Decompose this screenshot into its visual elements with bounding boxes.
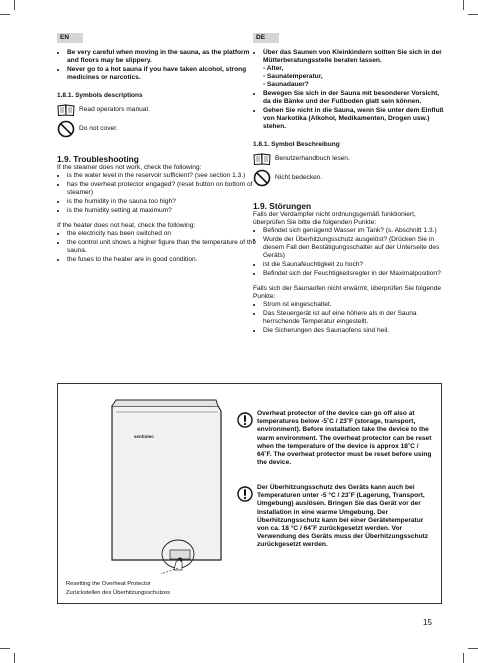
german-column xyxy=(253,33,445,336)
crop-mark xyxy=(14,653,15,663)
list-item: • Befindet sich genügend Wasser im Tank? (s. Abschnitt 1.3.) xyxy=(263,227,445,235)
list-item: • is the water level in the reservoir sufficient? (see section 1.3.) xyxy=(67,172,257,180)
list-item: • ist die Saunafeuchtigkeit zu hoch? xyxy=(263,261,445,269)
safety-list-en xyxy=(57,49,257,82)
crop-mark xyxy=(468,14,478,15)
symbol-row-cover-en xyxy=(57,120,257,138)
list-item: • Das Steuergerät ist auf eine höhere als in der Sauna herrschende Temperatur eingestellt. xyxy=(263,310,445,326)
symbol-row-manual-de xyxy=(253,153,445,165)
book-icon xyxy=(253,153,271,165)
troubleshooting-heading-de: 1.9. Störungen xyxy=(253,201,312,211)
list-item: • Gehen Sie nicht in die Sauna, wenn Sie unter dem Einfluß von Narkotika (Alkohol, Medikamenten, Drogen usw.) stehen. xyxy=(263,107,445,131)
list-item: • Die Sicherungen des Saunaofens sind heil. xyxy=(263,327,445,335)
symbol-label: Benutzerhandbuch lesen. xyxy=(275,155,350,162)
crop-mark xyxy=(468,648,478,649)
crop-mark xyxy=(0,14,10,15)
troubleshooting-heading-en: 1.9. Troubleshooting xyxy=(57,154,139,164)
heater-checks-en xyxy=(57,230,257,264)
list-item: • has the overheat protector engaged? (reset button on bottom of steamer) xyxy=(67,181,257,197)
warning-block-de xyxy=(239,484,434,550)
list-item: • Über das Saunen von Kleinkindern sollten Sie sich in der Mütterberatungsstelle beraten lassen. - Alter, - Saunatemperatur, - Saunadauer? xyxy=(263,49,445,89)
safety-list-de xyxy=(253,49,445,131)
steamer-checks-en xyxy=(57,172,257,215)
crop-mark xyxy=(0,648,10,649)
overheat-protector-figure xyxy=(57,383,442,604)
crop-mark xyxy=(463,0,464,10)
figure-caption xyxy=(66,580,170,598)
list-item: • the fuses to the heater are in good condition. xyxy=(67,256,257,264)
book-icon xyxy=(57,104,75,116)
list-item: • Wurde der Überhitzungsschutz ausgelöst? (Drücken Sie in diesem Fall den Bestätigungsschalter auf der Unterseite des Geräts) xyxy=(263,236,445,260)
crop-mark xyxy=(14,0,15,10)
warning-text-en: Overheat protector of the device can go off also at temperatures below -5˚C / 23˚F (storage, transport, environment). Before installation take the device to the warm environment. The overheat protector can be reset when the temperature of the device is approx 18˚C / 64˚F. The overheat protector must be reset before using the device. xyxy=(257,410,432,467)
symbols-heading-en: 1.8.1. Symbols descriptions xyxy=(57,92,143,99)
list-item: • is the humidity setting at maximum? xyxy=(67,207,257,215)
heater-intro-de: Falls sich der Saunaofen nicht erwärmt, überprüfen Sie folgende Punkte: xyxy=(253,285,442,300)
list-item: • Strom ist eingeschaltet. xyxy=(263,301,445,309)
symbol-label: Do not cover. xyxy=(79,125,118,132)
list-item: • the electricity has been switched on xyxy=(67,230,257,238)
symbols-heading-de: 1.8.1. Symbol Beschreibung xyxy=(253,141,340,148)
symbol-row-cover-de xyxy=(253,169,445,187)
heater-checks-de xyxy=(253,301,445,335)
symbol-row-manual-en xyxy=(57,104,257,116)
english-column xyxy=(57,33,257,265)
symbol-label: Nicht bedecken. xyxy=(275,174,323,181)
list-item: • Bewegen Sie sich in der Sauna mit besonderer Vorsicht, da die Bänke und der Fußboden glatt sein können. xyxy=(263,90,445,106)
language-tag-en: EN xyxy=(57,33,83,43)
exclamation-icon xyxy=(237,486,253,502)
symbol-label: Read operators manual. xyxy=(79,106,150,113)
caption-de: Zurückstellen des Überhitzungsschutzes xyxy=(66,590,171,596)
steamer-intro-de: Falls der Verdampfer nicht ordnungsgemäß funktioniert, überprüfen Sie bitte die folgenden Punkte: xyxy=(253,211,416,226)
caption-en: Resetting the Overheat Protector xyxy=(66,581,151,587)
heater-intro-en: If the heater does not heat, check the following: xyxy=(57,222,196,229)
language-tag-de: DE xyxy=(253,33,279,43)
device-illustration xyxy=(58,384,233,574)
warning-text-de: Der Überhitzungsschutz des Geräts kann auch bei Temperaturen unter -5 °C / 23˚F (Lagerung, Transport, Umgebung) auslösen. Bringen Sie das Gerät vor der Installation in eine warme Umgebung. Der Überhitzungsschutz kann bei einer Gerätetemperatur von ca. 18 °C / 64˚F zurückgesetzt werden. Vor Verwendung des Geräts muss der Überhitzungsschutz zurückgesetzt werden. xyxy=(257,484,429,549)
list-item: • is the humidity in the sauna too high? xyxy=(67,198,257,206)
steamer-checks-de xyxy=(253,227,445,278)
list-item: • Never go to a hot sauna if you have taken alcohol, strong medicines or narcotics. xyxy=(67,66,257,82)
list-item: • Be very careful when moving in the sauna, as the platform and floors may be slippery. xyxy=(67,49,257,65)
crop-mark xyxy=(463,653,464,663)
list-item: • the control unit shows a higher figure than the temperature of the sauna. xyxy=(67,239,257,255)
page-number: 15 xyxy=(423,618,432,627)
steamer-intro-en: If the steamer does not work, check the following: xyxy=(57,164,202,171)
warning-block-en xyxy=(239,410,434,467)
device-brand-label: sentiotec xyxy=(134,434,154,439)
exclamation-icon xyxy=(237,412,253,428)
do-not-cover-icon xyxy=(57,120,75,138)
do-not-cover-icon xyxy=(253,169,271,187)
list-item: • Befindet sich der Feuchtigkeitsregler in der Maximalposition? xyxy=(263,270,445,278)
